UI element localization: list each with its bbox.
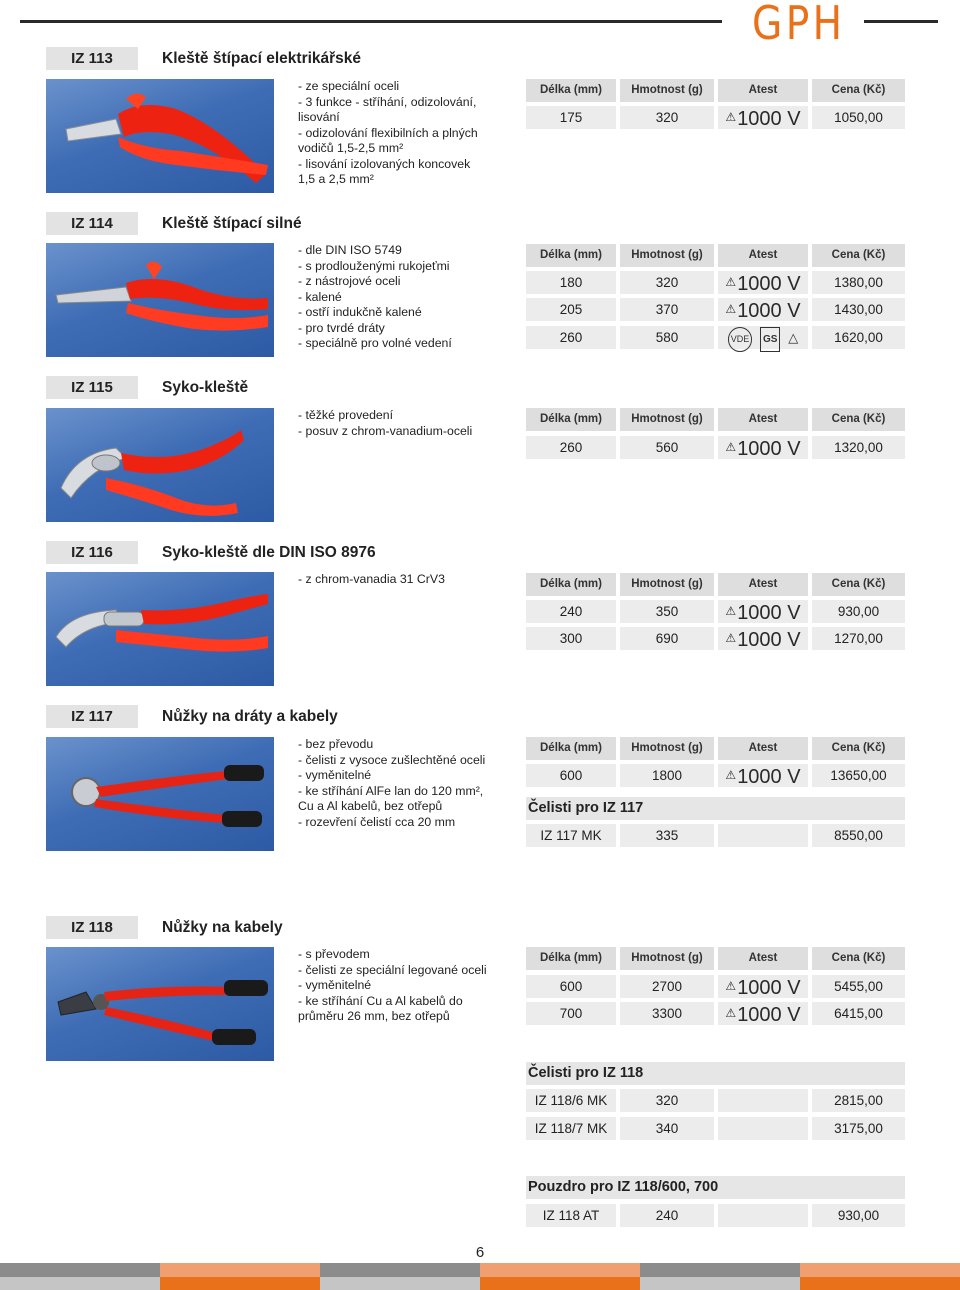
product-photo xyxy=(46,572,274,686)
header-price: Cena (Kč) xyxy=(812,947,905,970)
gs-mark-icon: GS xyxy=(760,327,780,352)
atest-value: 1000 V xyxy=(737,602,801,624)
description-line: - čelisti z vysoce zušlechtěné oceli xyxy=(298,752,486,767)
cell-cert-symbols xyxy=(718,326,808,349)
header-length: Délka (mm) xyxy=(526,244,616,267)
cell-weight: 1800 xyxy=(620,764,714,787)
warning-triangle-icon: ⚠ xyxy=(725,1006,737,1020)
footer-band xyxy=(160,1263,320,1277)
warning-triangle-icon: ⚠ xyxy=(725,110,737,124)
product-description xyxy=(298,243,518,352)
cell-atest-empty xyxy=(718,1204,808,1227)
footer-band xyxy=(480,1277,640,1290)
footer-band xyxy=(640,1277,800,1290)
atest-value: 1000 V xyxy=(737,300,801,322)
warning-triangle-icon: ⚠ xyxy=(725,440,737,454)
description-line: - ze speciální oceli xyxy=(298,79,400,93)
header-atest: Atest xyxy=(718,244,808,267)
header-price: Cena (Kč) xyxy=(812,573,905,596)
description-line: 1,5 a 2,5 mm² xyxy=(298,172,374,186)
description-line: - rozevření čelistí cca 20 mm xyxy=(298,814,456,829)
description-line: - s převodem xyxy=(298,947,370,961)
cell-atest xyxy=(718,627,808,650)
cell-part-code: IZ 118 AT xyxy=(526,1204,616,1227)
description-line: - z chrom-vanadia 31 CrV3 xyxy=(298,572,445,586)
product-photo xyxy=(46,408,274,522)
description-line: - dle DIN ISO 5749 xyxy=(298,243,402,257)
cell-atest xyxy=(718,1002,808,1025)
cell-weight: 240 xyxy=(620,1204,714,1227)
product-code: IZ 115 xyxy=(46,376,138,399)
description-line: - s prodlouženými rukojeťmi xyxy=(298,258,450,273)
product-name: Syko-kleště xyxy=(162,379,249,396)
atest-value: 1000 V xyxy=(737,273,801,295)
cell-weight: 350 xyxy=(620,600,714,623)
footer-band xyxy=(160,1277,320,1290)
cell-length: 600 xyxy=(526,975,616,998)
product-description xyxy=(298,79,518,188)
jaws-section-title: Čelisti pro IZ 118 xyxy=(526,1062,905,1085)
cell-length: 205 xyxy=(526,298,616,321)
cell-weight: 2700 xyxy=(620,975,714,998)
description-line: - vyměnitelné xyxy=(298,978,372,992)
description-line: - pro tvrdé dráty xyxy=(298,320,385,335)
cell-length: 300 xyxy=(526,627,616,650)
cell-length: 180 xyxy=(526,271,616,294)
cell-price: 5455,00 xyxy=(812,975,905,998)
header-atest: Atest xyxy=(718,573,808,596)
product-name: Nůžky na dráty a kabely xyxy=(162,708,338,725)
footer-band xyxy=(480,1263,640,1277)
product-description xyxy=(298,737,518,830)
product-photo xyxy=(46,243,274,357)
cell-price: 6415,00 xyxy=(812,1002,905,1025)
footer-band xyxy=(0,1277,160,1290)
cell-weight: 560 xyxy=(620,436,714,459)
header-atest: Atest xyxy=(718,947,808,970)
header-length: Délka (mm) xyxy=(526,947,616,970)
warning-triangle-icon: ⚠ xyxy=(725,768,737,782)
product-description xyxy=(298,572,518,588)
cell-length: 260 xyxy=(526,436,616,459)
cell-price: 8550,00 xyxy=(812,824,905,847)
cell-length: 240 xyxy=(526,600,616,623)
atest-value: 1000 V xyxy=(737,977,801,999)
case-section-title: Pouzdro pro IZ 118/600, 700 xyxy=(526,1176,905,1199)
description-line: průměru 26 mm, bez otřepů xyxy=(298,1009,450,1023)
description-line: lisování xyxy=(298,110,340,124)
cell-price: 2815,00 xyxy=(812,1089,905,1112)
description-line: - ke stříhání AlFe lan do 120 mm², xyxy=(298,783,484,798)
description-line: - speciálně pro volné vedení xyxy=(298,336,452,350)
product-name: Kleště štípací silné xyxy=(162,215,302,232)
description-line: - ostří indukčně kalené xyxy=(298,305,422,319)
cell-atest-empty xyxy=(718,1117,808,1140)
description-line: - bez převodu xyxy=(298,737,374,751)
product-code: IZ 114 xyxy=(46,212,138,235)
cell-price: 930,00 xyxy=(812,1204,905,1227)
footer-band xyxy=(0,1263,160,1277)
warning-triangle-icon: ⚠ xyxy=(725,631,737,645)
header-length: Délka (mm) xyxy=(526,573,616,596)
description-line: vodičů 1,5-2,5 mm² xyxy=(298,141,404,155)
header-price: Cena (Kč) xyxy=(812,408,905,431)
jaws-section-title: Čelisti pro IZ 117 xyxy=(526,797,905,820)
header-price: Cena (Kč) xyxy=(812,79,905,102)
cell-length: 175 xyxy=(526,106,616,129)
cell-atest xyxy=(718,600,808,623)
product-code: IZ 118 xyxy=(46,916,138,939)
header-atest: Atest xyxy=(718,408,808,431)
description-line: - 3 funkce - stříhání, odizolování, xyxy=(298,94,477,109)
header-atest: Atest xyxy=(718,737,808,760)
header-length: Délka (mm) xyxy=(526,737,616,760)
product-photo xyxy=(46,947,274,1061)
description-line: - těžké provedení xyxy=(298,408,394,422)
cell-atest xyxy=(718,106,808,129)
cell-price: 13650,00 xyxy=(812,764,905,787)
description-line: - ke stříhání Cu a Al kabelů do xyxy=(298,993,463,1008)
description-line: Cu a Al kabelů, bez otřepů xyxy=(298,799,443,813)
description-line: - posuv z chrom-vanadium-oceli xyxy=(298,423,473,438)
atest-value: 1000 V xyxy=(737,108,801,130)
header-weight: Hmotnost (g) xyxy=(620,408,714,431)
product-name: Syko-kleště dle DIN ISO 8976 xyxy=(162,544,376,561)
header-rule-left xyxy=(20,20,722,23)
cell-weight: 370 xyxy=(620,298,714,321)
vde-mark-icon: VDE xyxy=(728,327,753,352)
cell-weight: 580 xyxy=(620,326,714,349)
header-rule-right xyxy=(864,20,938,23)
cell-length: 260 xyxy=(526,326,616,349)
cell-atest xyxy=(718,764,808,787)
header-atest: Atest xyxy=(718,79,808,102)
cell-part-code: IZ 117 MK xyxy=(526,824,616,847)
product-photo xyxy=(46,79,274,193)
header-length: Délka (mm) xyxy=(526,79,616,102)
product-description xyxy=(298,947,518,1025)
footer-band xyxy=(800,1263,960,1277)
cell-price: 1270,00 xyxy=(812,627,905,650)
cell-price: 1320,00 xyxy=(812,436,905,459)
footer-band xyxy=(320,1263,480,1277)
cell-weight: 3300 xyxy=(620,1002,714,1025)
header-price: Cena (Kč) xyxy=(812,737,905,760)
cell-atest-empty xyxy=(718,1089,808,1112)
cell-atest xyxy=(718,975,808,998)
product-photo xyxy=(46,737,274,851)
description-line: - odizolování flexibilních a plných xyxy=(298,125,478,140)
cell-part-code: IZ 118/7 MK xyxy=(526,1117,616,1140)
product-name: Kleště štípací elektrikářské xyxy=(162,50,362,67)
cell-atest xyxy=(718,271,808,294)
cell-weight: 335 xyxy=(620,824,714,847)
warning-triangle-icon: ⚠ xyxy=(725,302,737,316)
description-line: - čelisti ze speciální legované oceli xyxy=(298,962,487,977)
cell-price: 1050,00 xyxy=(812,106,905,129)
header-price: Cena (Kč) xyxy=(812,244,905,267)
product-description xyxy=(298,408,518,439)
triangle-mark-icon: △ xyxy=(788,330,799,345)
footer-band xyxy=(640,1263,800,1277)
warning-triangle-icon: ⚠ xyxy=(725,604,737,618)
atest-value: 1000 V xyxy=(737,438,801,460)
cell-weight: 320 xyxy=(620,106,714,129)
cell-price: 1380,00 xyxy=(812,271,905,294)
cell-weight: 690 xyxy=(620,627,714,650)
product-code: IZ 113 xyxy=(46,47,138,70)
footer-band xyxy=(800,1277,960,1290)
header-weight: Hmotnost (g) xyxy=(620,79,714,102)
description-line: - kalené xyxy=(298,289,342,304)
header-weight: Hmotnost (g) xyxy=(620,947,714,970)
description-line: - z nástrojové oceli xyxy=(298,274,401,288)
atest-value: 1000 V xyxy=(737,1004,801,1026)
product-code: IZ 116 xyxy=(46,541,138,564)
cell-weight: 320 xyxy=(620,1089,714,1112)
brand-logo: GPH xyxy=(752,0,846,50)
header-weight: Hmotnost (g) xyxy=(620,737,714,760)
header-length: Délka (mm) xyxy=(526,408,616,431)
cell-part-code: IZ 118/6 MK xyxy=(526,1089,616,1112)
header-weight: Hmotnost (g) xyxy=(620,573,714,596)
cell-atest xyxy=(718,436,808,459)
header-weight: Hmotnost (g) xyxy=(620,244,714,267)
footer-band xyxy=(320,1277,480,1290)
cell-atest xyxy=(718,298,808,321)
cell-price: 3175,00 xyxy=(812,1117,905,1140)
cell-price: 1620,00 xyxy=(812,326,905,349)
cell-length: 700 xyxy=(526,1002,616,1025)
product-code: IZ 117 xyxy=(46,705,138,728)
cell-weight: 320 xyxy=(620,271,714,294)
cell-weight: 340 xyxy=(620,1117,714,1140)
page-number: 6 xyxy=(475,1244,485,1261)
warning-triangle-icon: ⚠ xyxy=(725,275,737,289)
cell-atest-empty xyxy=(718,824,808,847)
product-name: Nůžky na kabely xyxy=(162,919,283,936)
description-line: - vyměnitelné xyxy=(298,768,372,782)
warning-triangle-icon: ⚠ xyxy=(725,979,737,993)
atest-value: 1000 V xyxy=(737,766,801,788)
cell-price: 1430,00 xyxy=(812,298,905,321)
cell-price: 930,00 xyxy=(812,600,905,623)
atest-value: 1000 V xyxy=(737,629,801,651)
cell-length: 600 xyxy=(526,764,616,787)
description-line: - lisování izolovaných koncovek xyxy=(298,156,471,171)
